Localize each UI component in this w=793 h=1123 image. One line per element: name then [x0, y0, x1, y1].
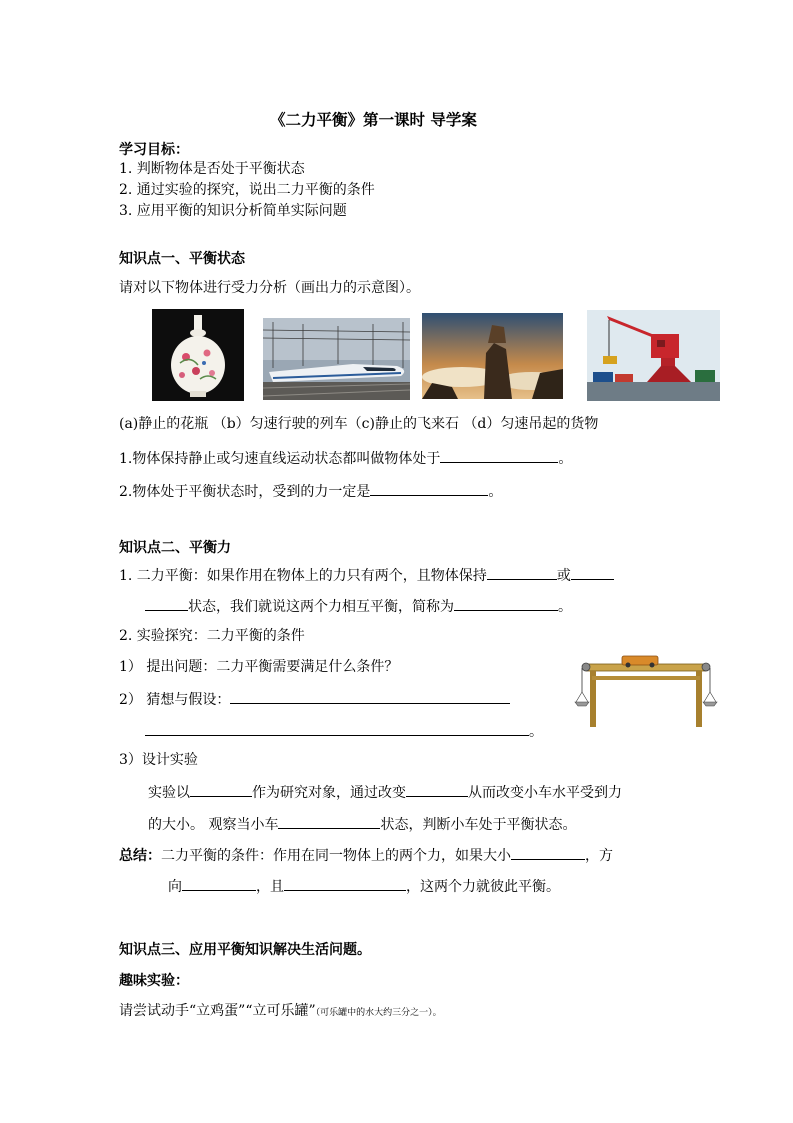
step-2	[119, 689, 510, 709]
section3-heading: 知识点三、应用平衡知识解决生活问题。	[119, 942, 371, 958]
summary-text: ，这两个力就彼此平衡。	[406, 879, 560, 895]
design-text: 实验以	[148, 785, 190, 801]
experiment-note: （可乐罐中的水大约三分之一）。	[315, 1008, 442, 1018]
answer-blank[interactable]	[182, 876, 256, 891]
answer-blank[interactable]	[230, 689, 510, 704]
definition-text: 状态，我们就说这两个力相互平衡，简称为	[188, 599, 454, 615]
vase-image	[152, 309, 244, 401]
summary-label: 总结：	[119, 848, 161, 864]
section2-heading: 知识点二、平衡力	[119, 540, 231, 556]
objective-item: 2. 通过实验的探究，说出二力平衡的条件	[119, 182, 375, 198]
answer-blank[interactable]	[487, 565, 557, 580]
answer-blank[interactable]	[454, 596, 558, 611]
answer-blank[interactable]	[571, 565, 614, 580]
section3-text	[119, 1002, 442, 1022]
summary-text: ，且	[256, 879, 284, 895]
question-2-text: 2.物体处于平衡状态时，受到的力一定是	[119, 484, 371, 500]
summary-line-1	[119, 845, 613, 865]
section3-subheading: 趣味实验：	[119, 973, 189, 989]
summary-text: 向	[168, 879, 182, 895]
answer-blank[interactable]	[190, 782, 252, 797]
train-image	[263, 318, 410, 400]
question-1-text: 1.物体保持静止或匀速直线运动状态都叫做物体处于	[119, 451, 441, 467]
objectives-heading: 学习目标：	[119, 142, 189, 158]
summary-line-2	[168, 876, 560, 896]
definition-line-1	[119, 565, 614, 585]
answer-blank[interactable]	[278, 814, 380, 829]
period: 。	[558, 599, 572, 615]
design-text: 作为研究对象，通过改变	[252, 785, 406, 801]
answer-blank[interactable]	[370, 481, 488, 496]
answer-blank[interactable]	[145, 596, 188, 611]
period: 。	[488, 484, 503, 500]
period: 。	[558, 451, 573, 467]
question-1	[119, 448, 572, 468]
answer-blank[interactable]	[284, 876, 406, 891]
answer-blank[interactable]	[145, 721, 529, 736]
image-captions: (a)静止的花瓶 （b）匀速行驶的列车（c)静止的飞来石 （d）匀速吊起的货物	[119, 416, 599, 432]
question-2	[119, 481, 502, 501]
experiment-instruction: 请尝试动手“立鸡蛋”“立可乐罐”	[119, 1003, 316, 1019]
step-3: 3）设计实验	[119, 752, 198, 768]
or-text: 或	[556, 568, 571, 584]
step-2-label: 2） 猜想与假设：	[119, 692, 231, 708]
summary-text: 二力平衡的条件：作用在同一物体上的两个力，如果大小	[161, 848, 511, 864]
answer-blank[interactable]	[440, 448, 558, 463]
summary-text: ，方	[585, 848, 613, 864]
definition-text: 1. 二力平衡：如果作用在物体上的力只有两个，且物体保持	[119, 568, 487, 584]
section1-instruction: 请对以下物体进行受力分析（画出力的示意图）。	[119, 280, 420, 296]
step-1: 1） 提出问题：二力平衡需要满足什么条件？	[119, 659, 399, 675]
flying-rock-image	[422, 313, 563, 399]
definition-line-2	[145, 596, 572, 616]
objective-item: 3. 应用平衡的知识分析简单实际问题	[119, 203, 347, 219]
objective-item: 1. 判断物体是否处于平衡状态	[119, 161, 305, 177]
answer-blank[interactable]	[511, 845, 585, 860]
page-title: 《二力平衡》第一课时 导学案	[270, 110, 477, 129]
design-line-2	[148, 814, 576, 834]
experiment-title: 2. 实验探究：二力平衡的条件	[119, 628, 305, 644]
design-line-1	[148, 782, 622, 802]
design-text: 状态，判断小车处于平衡状态。	[380, 817, 577, 833]
design-text: 的大小。 观察当小车	[148, 817, 279, 833]
crane-image	[587, 310, 720, 401]
design-text: 从而改变小车水平受到力	[468, 785, 622, 801]
section1-heading: 知识点一、平衡状态	[119, 251, 245, 267]
period: 。	[529, 724, 543, 740]
apparatus-image	[574, 652, 720, 730]
step-2-continuation	[145, 721, 543, 741]
answer-blank[interactable]	[406, 782, 468, 797]
